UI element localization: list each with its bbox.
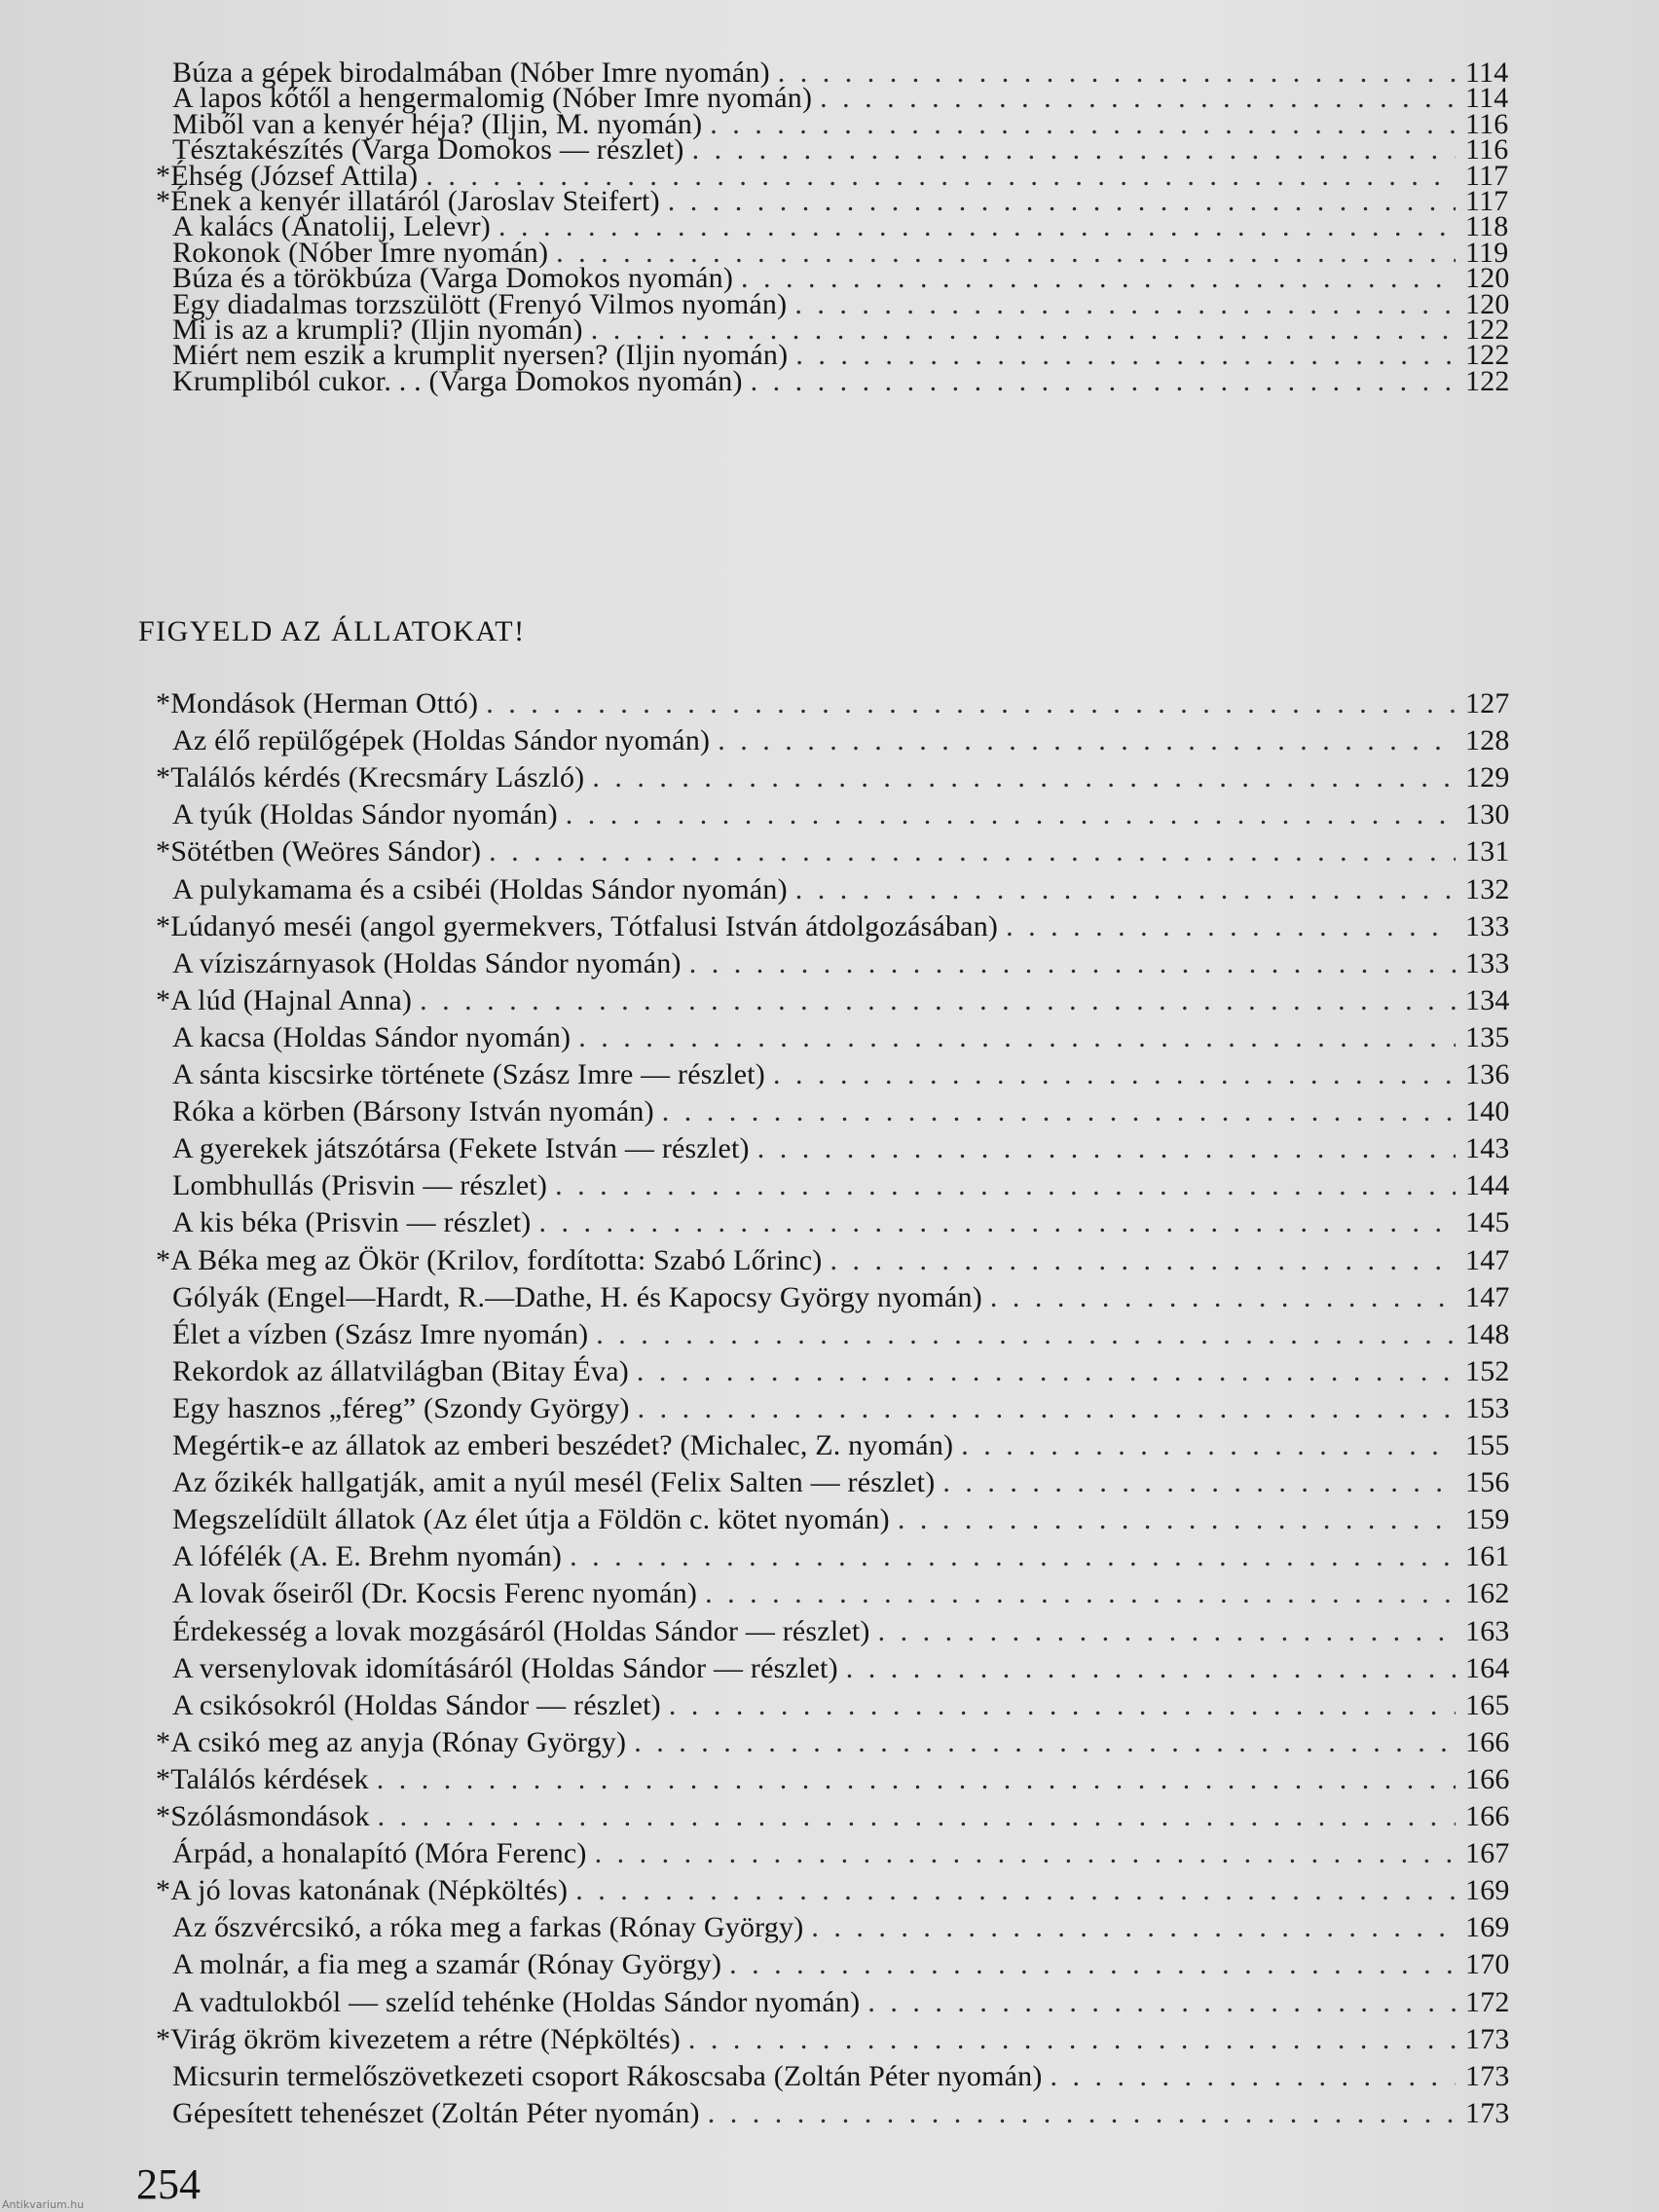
toc-entry-page: 173 [1465, 2096, 1510, 2129]
toc-entry [156, 759, 1533, 796]
toc-entry [172, 1984, 1533, 2021]
toc-entry-title: Rokonok (Nóber Imre nyomán) [172, 236, 549, 269]
toc-entry-title: *Találós kérdés (Krecsmáry László) [156, 761, 585, 794]
toc-leader-dots [961, 1427, 1456, 1464]
toc-entry [172, 1279, 1533, 1316]
section-heading: FIGYELD AZ ÁLLATOKAT! [138, 615, 526, 647]
toc-leader-dots [637, 1353, 1456, 1390]
toc-entry-page: 173 [1465, 2022, 1510, 2055]
toc-entry-page: 164 [1465, 1651, 1510, 1684]
toc-entry-title: Az élő repülőgépek (Holdas Sándor nyomán) [172, 724, 711, 757]
toc-entry [172, 1204, 1533, 1241]
toc-entry-title: Miből van a kenyér héja? (Iljin, M. nyomán) [172, 107, 703, 140]
toc-entry-title: Búza a gépek birodalmában (Nóber Imre nyomán) [172, 56, 770, 89]
toc-entry-title: Krumpliból cukor. . . (Varga Domokos nyomán) [172, 364, 743, 397]
toc-entry-title: A lófélék (A. E. Brehm nyomán) [172, 1540, 563, 1573]
toc-entry-title: *Mondások (Herman Ottó) [156, 687, 479, 719]
toc-entry-title: *Ének a kenyér illatáról (Jaroslav Steifert) [156, 185, 660, 217]
toc-entry-page: 130 [1465, 798, 1510, 831]
toc-entry-title: Egy diadalmas torzszülött (Frenyó Vilmos nyomán) [172, 287, 788, 320]
toc-leader-dots [689, 945, 1456, 982]
toc-entry-title: A molnár, a fia meg a szamár (Rónay György) [172, 1948, 722, 1981]
toc-entry [156, 1761, 1533, 1798]
toc-leader-dots [688, 2021, 1456, 2058]
toc-entry-title: A lapos kőtől a hengermalomig (Nóber Imre nyomán) [172, 82, 813, 115]
toc-entry-page: 118 [1465, 210, 1509, 243]
toc-leader-dots [757, 1130, 1456, 1167]
toc-entry-title: Miért nem eszik a krumplit nyersen? (Iljin nyomán) [172, 339, 789, 372]
toc-entry-title: *Virág ökröm kivezetem a rétre (Népköltés) [156, 2022, 681, 2055]
toc-entry-page: 114 [1465, 82, 1509, 115]
toc-entry-title: *Éhség (József Attila) [156, 159, 419, 192]
toc-entry-title: A kis béka (Prisvin — részlet) [172, 1206, 532, 1239]
toc-entry-page: 166 [1465, 1800, 1510, 1832]
toc-entry-page: 169 [1465, 1874, 1510, 1907]
toc-entry-page: 148 [1465, 1317, 1510, 1350]
toc-entry-page: 147 [1465, 1243, 1510, 1276]
toc-entry-page: 144 [1465, 1169, 1510, 1202]
toc-entry-title: *Lúdanyó meséi (angol gyermekvers, Tótfalusi István átdolgozásában) [156, 909, 999, 942]
toc-entry-title: A tyúk (Holdas Sándor nyomán) [172, 798, 558, 831]
toc-entry [156, 2021, 1533, 2058]
toc-entry [156, 982, 1533, 1019]
toc-entry-title: A kacsa (Holdas Sándor nyomán) [172, 1020, 571, 1053]
toc-entry [172, 945, 1533, 982]
toc-entry-title: Gépesített tehenészet (Zoltán Péter nyomán) [172, 2096, 700, 2129]
toc-entry [172, 1390, 1533, 1427]
toc-entry-page: 135 [1465, 1020, 1510, 1053]
toc-leader-dots [592, 759, 1456, 796]
toc-leader-dots [773, 1056, 1456, 1093]
toc-entry [172, 1501, 1533, 1538]
toc-entry [172, 1316, 1533, 1353]
toc-entry [172, 1353, 1533, 1390]
toc-entry-title: Érdekesség a lovak mozgásáról (Holdas Sándor — részlet) [172, 1614, 870, 1647]
toc-leader-dots [420, 982, 1456, 1019]
toc-leader-dots [811, 1909, 1456, 1946]
toc-leader-dots [634, 1724, 1456, 1761]
toc-leader-dots [867, 1984, 1456, 2021]
toc-leader-dots [575, 1872, 1456, 1909]
toc-leader-dots [1006, 908, 1456, 945]
toc-entry-page: 172 [1465, 1985, 1510, 2018]
toc-entry [156, 685, 1533, 722]
toc-entry-title: Árpád, a honalapító (Móra Ferenc) [172, 1837, 587, 1870]
toc-entry-title: *A csikó meg az anyja (Rónay György) [156, 1725, 627, 1758]
toc-entry [172, 1946, 1533, 1983]
toc-entry-page: 122 [1465, 339, 1510, 372]
toc-entry-title: Lombhullás (Prisvin — részlet) [172, 1169, 548, 1202]
toc-entry-page: 120 [1465, 287, 1510, 320]
toc-leader-dots [718, 722, 1456, 759]
toc-leader-dots [669, 1687, 1456, 1724]
toc-entry-page: 114 [1465, 56, 1509, 89]
toc-entry [172, 871, 1533, 908]
toc-entry [156, 1872, 1533, 1909]
toc-entry-title: A kalács (Anatolij, Lelevr) [172, 210, 491, 243]
toc-entry [172, 1130, 1533, 1167]
toc-entry-page: 166 [1465, 1725, 1510, 1758]
toc-entry-title: A versenylovak idomításáról (Holdas Sándor — részlet) [172, 1651, 838, 1684]
toc-entry-page: 165 [1465, 1688, 1510, 1721]
toc-leader-dots [705, 1575, 1456, 1612]
toc-entry-page: 153 [1465, 1391, 1510, 1424]
toc-entry-page: 170 [1465, 1948, 1510, 1981]
toc-entry-title: Rekordok az állatvilágban (Bitay Éva) [172, 1354, 629, 1387]
toc-leader-dots [990, 1279, 1456, 1316]
toc-entry-page: 132 [1465, 872, 1510, 905]
toc-entry-page: 127 [1465, 687, 1510, 719]
toc-entry [156, 1724, 1533, 1761]
toc-entry [156, 1242, 1533, 1279]
toc-entry-title: *Sötétben (Weöres Sándor) [156, 835, 482, 868]
toc-leader-dots [729, 1946, 1456, 1983]
toc-entry-page: 116 [1465, 107, 1509, 140]
toc-entry-title: Búza és a törökbúza (Varga Domokos nyomán) [172, 262, 734, 295]
toc-leader-dots [878, 1613, 1456, 1650]
toc-entry [172, 1093, 1533, 1130]
toc-entry-page: 136 [1465, 1058, 1510, 1090]
toc-entry-page: 133 [1465, 909, 1510, 942]
toc-entry-title: *Szólásmondások [156, 1800, 370, 1832]
toc-entry-page: 167 [1465, 1837, 1510, 1870]
toc-entry-page: 140 [1465, 1095, 1510, 1128]
toc-leader-dots [898, 1501, 1456, 1538]
toc-leader-dots [751, 363, 1456, 400]
toc-entry-title: Micsurin termelőszövetkezeti csoport Rákoscsaba (Zoltán Péter nyomán) [172, 2059, 1043, 2092]
toc-entry [172, 1538, 1533, 1575]
toc-entry-title: A gyerekek játszótársa (Fekete István — részlet) [172, 1132, 750, 1165]
toc-leader-dots [662, 1093, 1456, 1130]
toc-entry [172, 1909, 1533, 1946]
toc-entry-title: Gólyák (Engel—Hardt, R.—Dathe, H. és Kapocsy György nyomán) [172, 1280, 982, 1313]
toc-entry [156, 908, 1533, 945]
toc-entry-title: A lovak őseiről (Dr. Kocsis Ferenc nyomán) [172, 1577, 698, 1610]
toc-entry-page: 120 [1465, 262, 1510, 295]
toc-entry-page: 159 [1465, 1503, 1510, 1536]
toc-entry-page: 129 [1465, 761, 1510, 794]
toc-entry-page: 133 [1465, 946, 1510, 979]
toc-entry [172, 363, 1533, 400]
toc-entry-title: Az őzikék hallgatják, amit a nyúl mesél (Felix Salten — részlet) [172, 1466, 936, 1499]
toc-entry-page: 134 [1465, 983, 1510, 1016]
toc-leader-dots [846, 1650, 1456, 1687]
toc-entry [172, 722, 1533, 759]
toc-leader-dots [538, 1204, 1456, 1241]
toc-entry-title: A vadtulokból — szelíd tehénke (Holdas Sándor nyomán) [172, 1985, 861, 2018]
toc-entry-title: *A Béka meg az Ökör (Krilov, fordította: Szabó Lőrinc) [156, 1243, 823, 1276]
toc-entry [156, 1798, 1533, 1835]
toc-entry-title: A víziszárnyasok (Holdas Sándor nyomán) [172, 946, 682, 979]
toc-entry-page: 166 [1465, 1762, 1510, 1795]
toc-leader-dots [708, 2095, 1456, 2132]
toc-leader-dots [566, 796, 1456, 833]
toc-entry [172, 1687, 1533, 1724]
toc-entry-title: *Találós kérdések [156, 1762, 369, 1795]
toc-leader-dots [489, 833, 1456, 870]
toc-entry-title: Megszelídült állatok (Az élet útja a Földön c. kötet nyomán) [172, 1503, 890, 1536]
toc-entry-page: 122 [1465, 313, 1510, 346]
toc-entry [172, 1056, 1533, 1093]
toc-entry [172, 1575, 1533, 1612]
toc-entry-page: 116 [1465, 133, 1509, 166]
toc-entry [172, 2095, 1533, 2132]
toc-entry-title: A pulykamama és a csibéi (Holdas Sándor nyomán) [172, 872, 788, 905]
toc-entry-page: 143 [1465, 1132, 1510, 1165]
toc-entry-title: *A lúd (Hajnal Anna) [156, 983, 413, 1016]
toc-leader-dots [830, 1242, 1456, 1279]
toc-entry [172, 1650, 1533, 1687]
toc-entry-page: 155 [1465, 1429, 1510, 1461]
toc-leader-dots [486, 685, 1456, 722]
toc-entry-title: A sánta kiscsirke története (Szász Imre — részlet) [172, 1058, 765, 1090]
toc-entry-page: 145 [1465, 1206, 1510, 1239]
toc-entry-page: 128 [1465, 724, 1510, 757]
toc-entry-page: 173 [1465, 2059, 1510, 2092]
toc-entry-page: 122 [1465, 364, 1510, 397]
toc-entry-title: Róka a körben (Bársony István nyomán) [172, 1095, 654, 1128]
toc-entry-title: Élet a vízben (Szász Imre nyomán) [172, 1317, 589, 1350]
toc-leader-dots [595, 1835, 1456, 1872]
toc-entry [172, 1019, 1533, 1056]
toc-entry [172, 2058, 1533, 2095]
toc-leader-dots [1051, 2058, 1456, 2095]
toc-entry-page: 162 [1465, 1577, 1510, 1610]
toc-entry-title: Egy hasznos „féreg” (Szondy György) [172, 1391, 630, 1424]
toc-leader-dots [942, 1464, 1456, 1501]
toc-entry-title: Tésztakészítés (Varga Domokos — részlet) [172, 133, 684, 166]
toc-entry-title: Megértik-e az állatok az emberi beszédet? (Michalec, Z. nyomán) [172, 1429, 954, 1461]
toc-entry-page: 117 [1465, 185, 1509, 217]
toc-entry-title: Mi is az a krumpli? (Iljin nyomán) [172, 313, 583, 346]
toc-entry-page: 119 [1465, 236, 1509, 269]
toc-entry-page: 152 [1465, 1354, 1510, 1387]
toc-entry-page: 163 [1465, 1614, 1510, 1647]
page-number: 254 [136, 2160, 201, 2208]
toc-entry [172, 1613, 1533, 1650]
toc-entry [172, 1427, 1533, 1464]
toc-entry [172, 796, 1533, 833]
toc-entry [156, 833, 1533, 870]
watermark: Antikvarium.hu [2, 2198, 85, 2211]
toc-entry-page: 156 [1465, 1466, 1510, 1499]
toc-leader-dots [795, 871, 1456, 908]
toc-entry [172, 1464, 1533, 1501]
toc-leader-dots [638, 1390, 1456, 1427]
toc-entry-title: A csikósokról (Holdas Sándor — részlet) [172, 1688, 661, 1721]
toc-entry [172, 1167, 1533, 1204]
toc-leader-dots [578, 1019, 1456, 1056]
toc-entry-page: 147 [1465, 1280, 1510, 1313]
toc-leader-dots [596, 1316, 1456, 1353]
toc-entry-page: 169 [1465, 1911, 1510, 1944]
toc-leader-dots [555, 1167, 1456, 1204]
toc-leader-dots [377, 1761, 1456, 1798]
toc-entry [172, 1835, 1533, 1872]
toc-entry-title: *A jó lovas katonának (Népköltés) [156, 1874, 569, 1907]
toc-entry-page: 161 [1465, 1540, 1510, 1573]
toc-entry-title: Az őszvércsikó, a róka meg a farkas (Rónay György) [172, 1911, 804, 1944]
toc-entry-page: 131 [1465, 835, 1510, 868]
toc-entry-page: 117 [1465, 159, 1509, 192]
toc-leader-dots [570, 1538, 1456, 1575]
toc-leader-dots [378, 1798, 1456, 1835]
